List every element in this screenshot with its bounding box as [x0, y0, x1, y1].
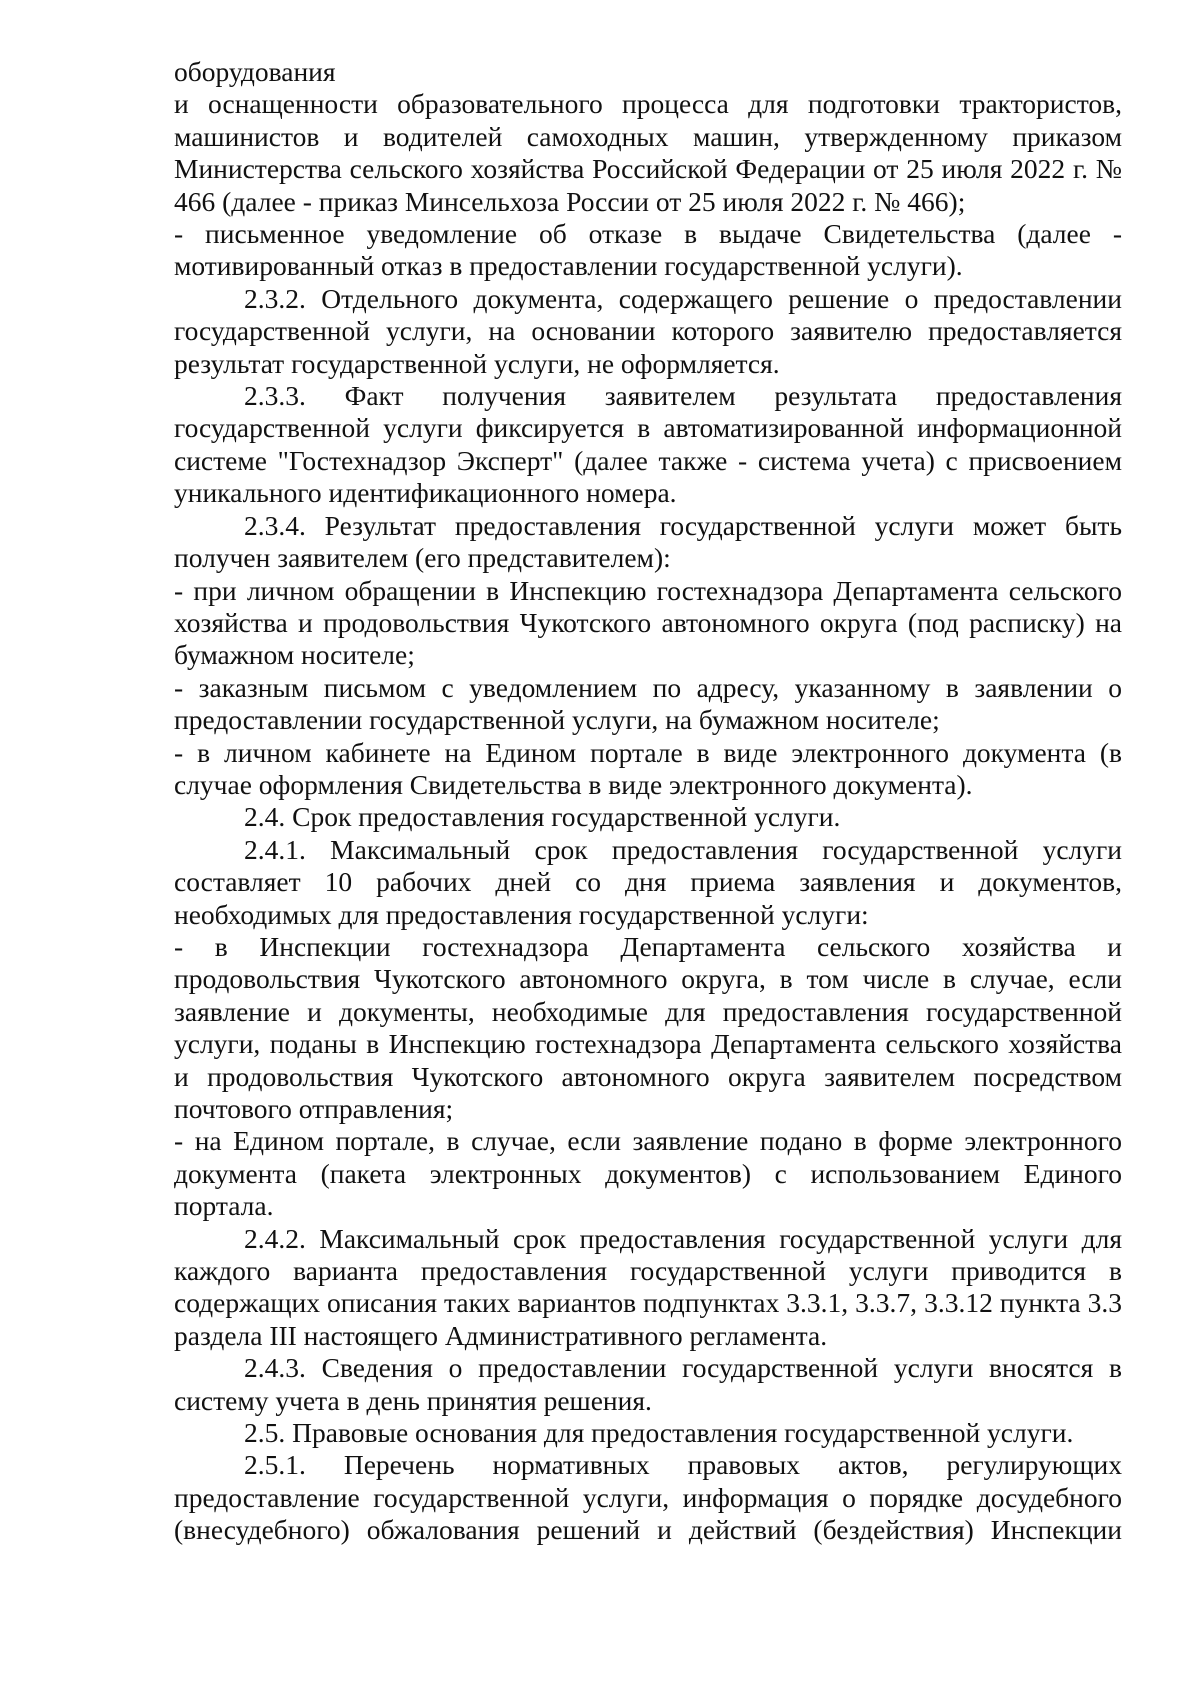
document-paragraph: - на Едином портале, в случае, если заявление подано в форме электронного документа (пакета электронных документов) с использованием Единого портала.: [174, 1125, 1122, 1222]
document-paragraph: 2.5.1. Перечень нормативных правовых актов, регулирующих предоставление государственной услуги, информация о порядке досудебного (внесудебного) обжалования решений и действий (бездействия) Инспекции: [174, 1449, 1122, 1546]
document-paragraph: - письменное уведомление об отказе в выдаче Свидетельства (далее - мотивированный отказ в предоставлении государственной услуги).: [174, 218, 1122, 282]
document-paragraph: 2.4. Срок предоставления государственной услуги.: [244, 801, 841, 833]
document-paragraph: 2.5. Правовые основания для предоставления государственной услуги.: [244, 1417, 1074, 1449]
document-paragraph: - заказным письмом с уведомлением по адресу, указанному в заявлении о предоставлении государственной услуги, на бумажном носителе;: [174, 671, 1122, 736]
document-paragraph: 2.4.2. Максимальный срок предоставления государственной услуги для каждого варианта предоставления государственной услуги приводится в содержащих описания таких вариантов подпунктах 3.3.1, 3.3.7, 3.3.12 пункта 3.3 раздела III настоящего Административного регламента.: [174, 1222, 1122, 1351]
document-paragraph: 2.4.3. Сведения о предоставлении государственной услуги вносятся в систему учета в день принятия решения.: [174, 1352, 1122, 1416]
document-paragraph: 2.3.3. Факт получения заявителем результата предоставления государственной услуги фиксируется в автоматизированной информационной системе "Гостехнадзор Эксперт" (далее также - система учета) с присвоением уникального идентификационного номера.: [174, 380, 1122, 509]
document-paragraph: 2.4.1. Максимальный срок предоставления государственной услуги составляет 10 рабочих дней со дня приема заявления и документов, необходимых для предоставления государственной услуги:: [174, 833, 1122, 930]
document-paragraph: - в Инспекции гостехнадзора Департамента сельского хозяйства и продовольствия Чукотского автономного округа, в том числе в случае, если заявление и документы, необходимые для предоставления государственной услуги, поданы в Инспекцию гостехнадзора Департамента сельского хозяйства и продовольствия Чукотского автономного округа заявителем посредством почтового отправления;: [174, 930, 1122, 1124]
document-paragraph: 2.3.4. Результат предоставления государственной услуги может быть получен заявителем (его представителем):: [174, 509, 1122, 574]
document-paragraph: и оснащенности образовательного процесса для подготовки трактористов, машинистов и водителей самоходных машин, утвержденному приказом Министерства сельского хозяйства Российской Федерации от 25 июля 2022 г. № 466 (далее - приказ Минсельхоза России от 25 июля 2022 г. № 466);: [174, 88, 1122, 217]
document-page: [174, 56, 1122, 1547]
document-paragraph: - в личном кабинете на Едином портале в виде электронного документа (в случае оформления Свидетельства в виде электронного документа).: [174, 736, 1122, 800]
document-paragraph: 2.3.2. Отдельного документа, содержащего решение о предоставлении государственной услуги, на основании которого заявителю предоставляется результат государственной услуги, не оформляется.: [174, 282, 1122, 379]
document-paragraph: - при личном обращении в Инспекцию гостехнадзора Департамента сельского хозяйства и продовольствия Чукотского автономного округа (под расписку) на бумажном носителе;: [174, 574, 1122, 671]
document-paragraph: оборудования: [174, 56, 336, 87]
